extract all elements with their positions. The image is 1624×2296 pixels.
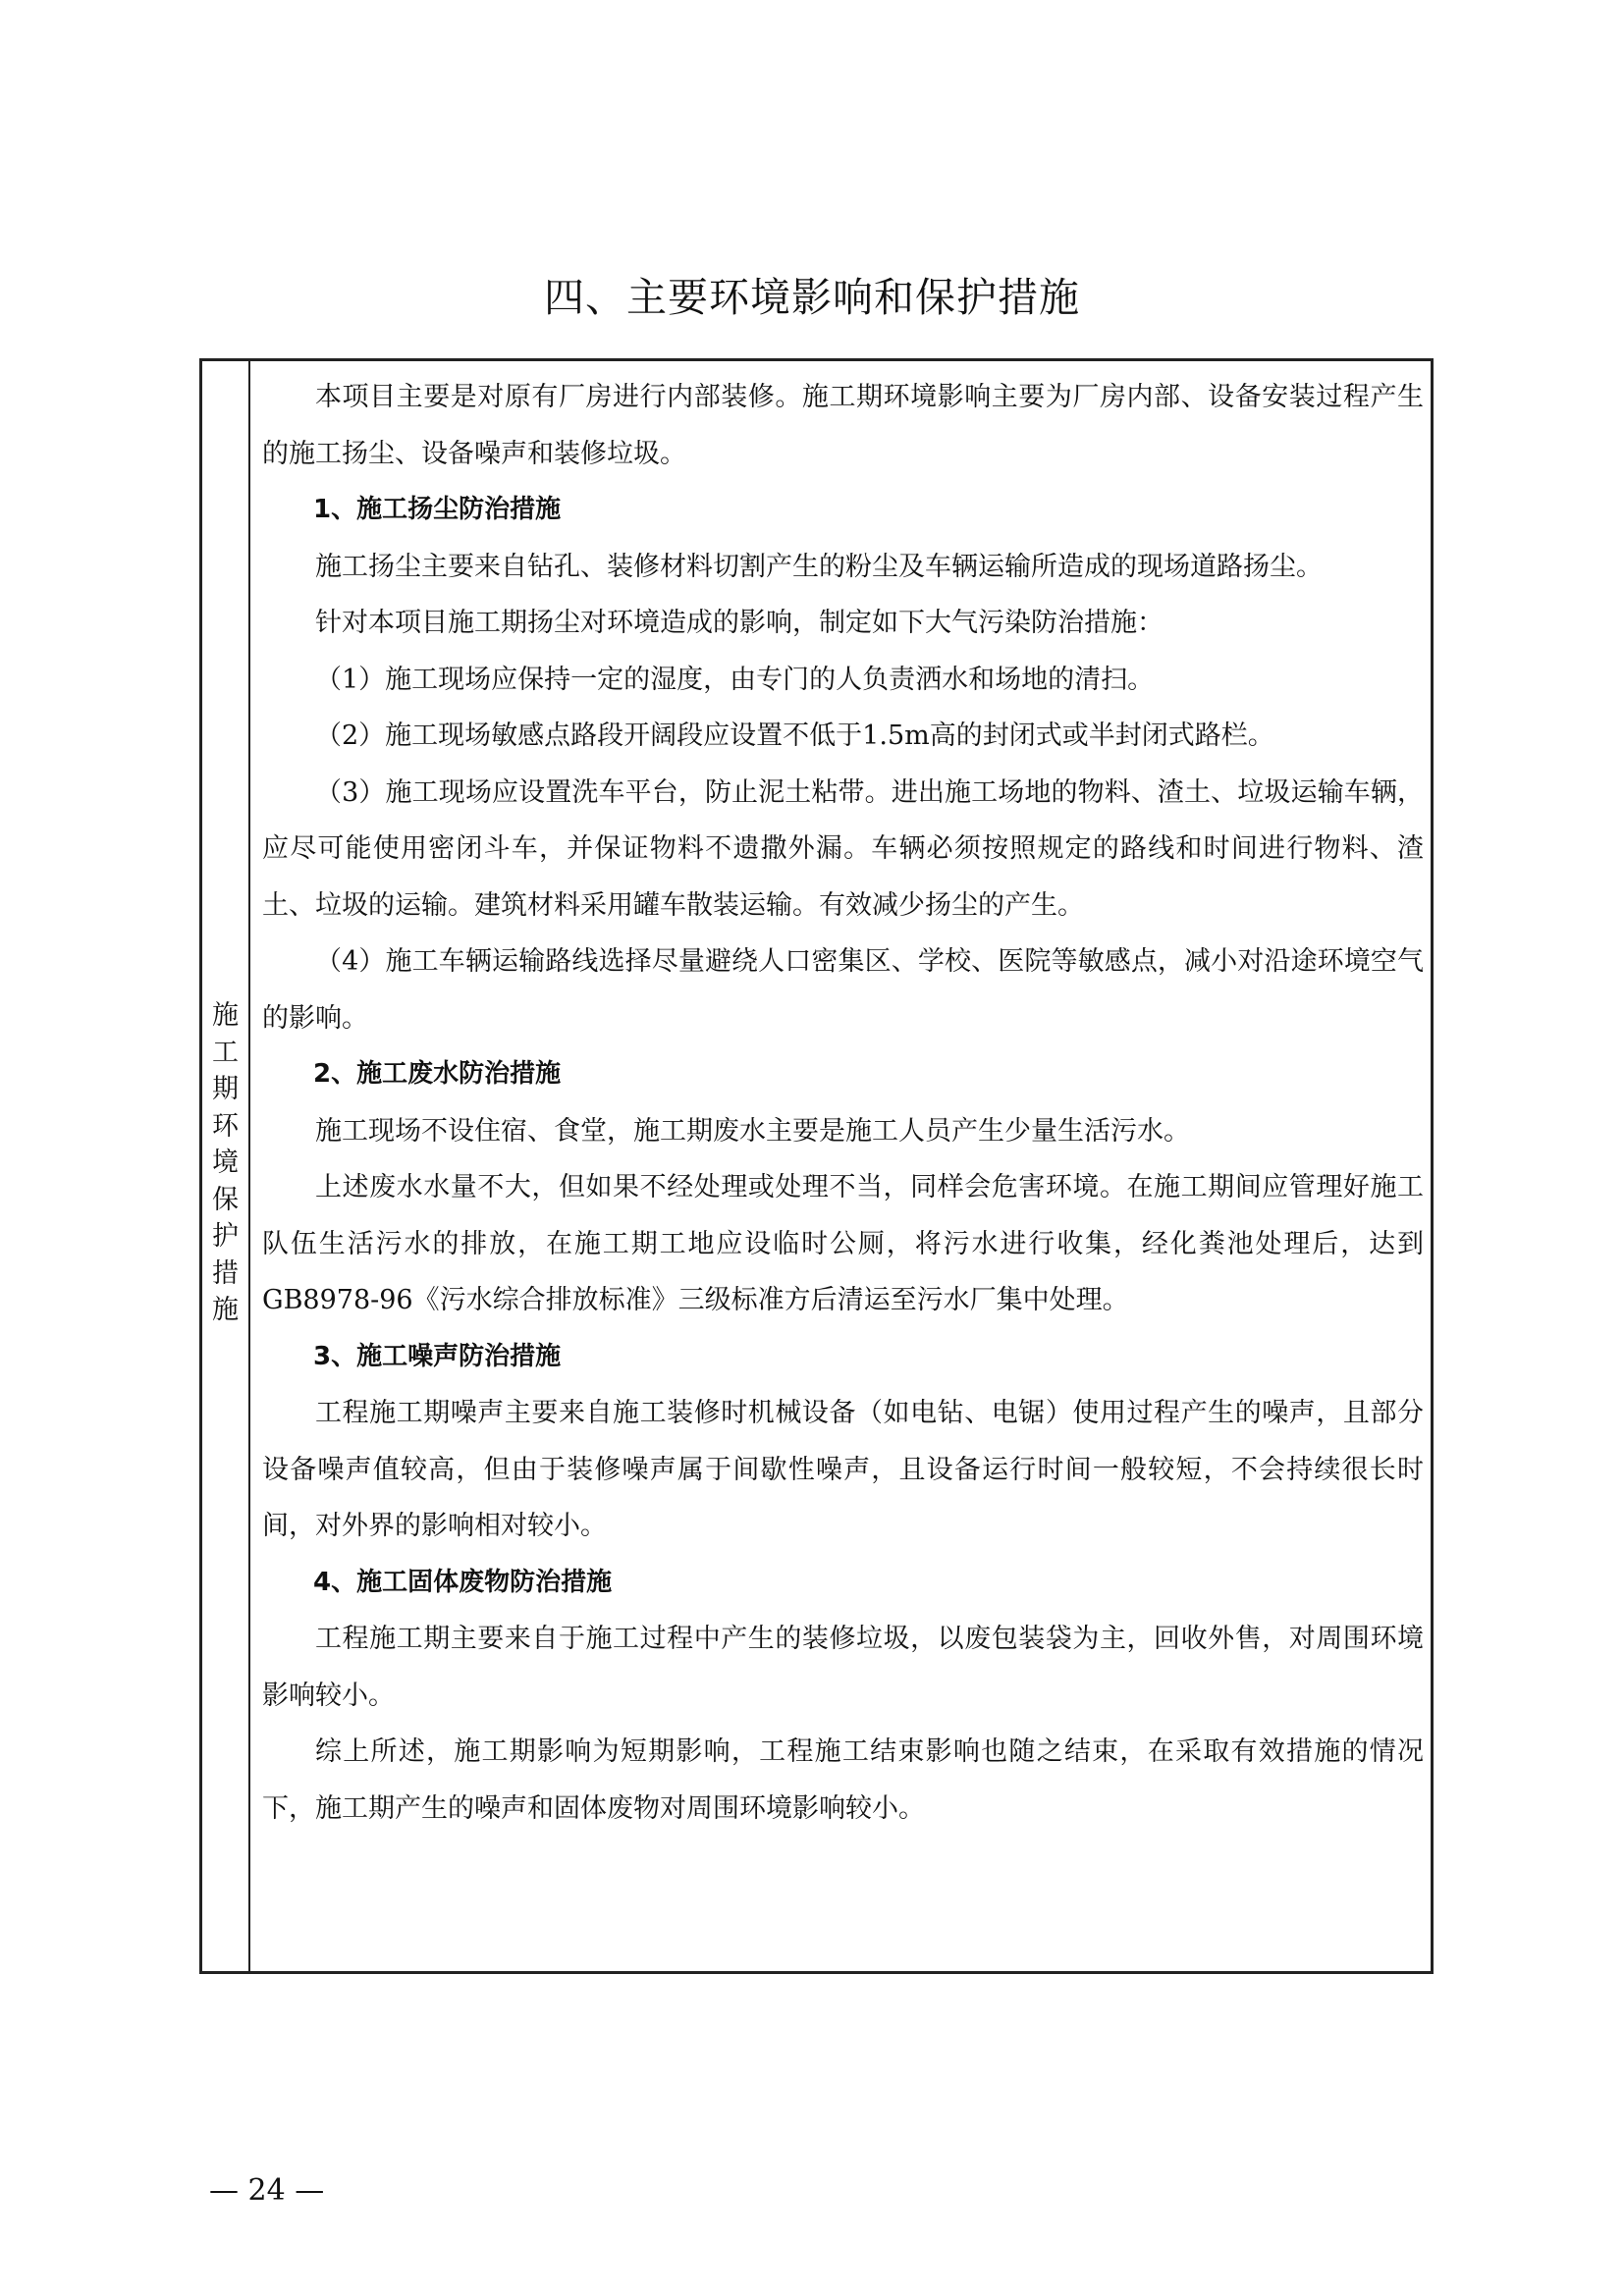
side-label-char: 保 [212, 1184, 239, 1215]
side-label-char: 境 [212, 1148, 239, 1178]
section-heading: 2、施工废水防治措施 [313, 1059, 562, 1089]
paragraph: 工程施工期主要来自于施工过程中产生的装修垃圾，以废包装袋为主，回收外售，对周围环境影响较小。 [262, 1624, 1424, 1711]
side-label-cell [202, 997, 248, 1329]
section-heading: 1、施工扬尘防治措施 [313, 495, 562, 524]
section-heading: 4、施工固体废物防治措施 [313, 1567, 613, 1597]
content-cell [262, 369, 1424, 1837]
paragraph: 工程施工期噪声主要来自施工装修时机械设备（如电钻、电锯）使用过程产生的噪声，且部分设备噪声值较高，但由于装修噪声属于间歇性噪声，且设备运行时间一般较短，不会持续很长时间，对外界的影响相对较小。 [262, 1398, 1424, 1541]
column-divider [248, 361, 250, 1971]
side-label-char: 措 [212, 1257, 239, 1289]
paragraph: （4）施工车辆运输路线选择尽量避绕人口密集区、学校、医院等敏感点，减小对沿途环境空气的影响。 [262, 946, 1424, 1034]
side-label-char: 施 [212, 1000, 239, 1031]
page-number: — 24 — [209, 2173, 325, 2208]
paragraph: 综上所述，施工期影响为短期影响，工程施工结束影响也随之结束，在采取有效措施的情况下，施工期产生的噪声和固体废物对周围环境影响较小。 [262, 1736, 1424, 1824]
paragraph: （1）施工现场应保持一定的湿度，由专门的人负责洒水和场地的清扫。 [315, 664, 1155, 695]
paragraph: （3）施工现场应设置洗车平台，防止泥土粘带。进出施工场地的物料、渣土、垃圾运输车辆，应尽可能使用密闭斗车，并保证物料不遗撒外漏。车辆必须按照规定的路线和时间进行物料、渣土、垃圾的运输。建筑材料采用罐车散装运输。有效减少扬尘的产生。 [262, 776, 1424, 921]
paragraph: 施工现场不设住宿、食堂，施工期废水主要是施工人员产生少量生活污水。 [315, 1115, 1190, 1147]
side-label-char: 环 [212, 1110, 239, 1142]
paragraph: （2）施工现场敏感点路段开阔段应设置不低于1.5m高的封闭式或半封闭式路栏。 [315, 721, 1274, 751]
side-label-char: 期 [212, 1074, 239, 1104]
paragraph: 本项目主要是对原有厂房进行内部装修。施工期环境影响主要为厂房内部、设备安装过程产生的施工扬尘、设备噪声和装修垃圾。 [262, 382, 1424, 469]
side-label-char: 工 [212, 1037, 239, 1068]
paragraph: 施工扬尘主要来自钻孔、装修材料切割产生的粉尘及车辆运输所造成的现场道路扬尘。 [315, 551, 1323, 582]
section-heading: 3、施工噪声防治措施 [313, 1341, 562, 1371]
side-label-char: 施 [212, 1295, 239, 1325]
measures-table [199, 358, 1434, 1974]
side-label-char: 护 [212, 1221, 239, 1252]
page-title: 四、主要环境影响和保护措施 [544, 274, 1080, 321]
paragraph: 上述废水水量不大，但如果不经处理或处理不当，同样会危害环境。在施工期间应管理好施工队伍生活污水的排放，在施工期工地应设临时公厕，将污水进行收集，经化粪池处理后，达到GB8978-96《污水综合排放标准》三级标准方后清运至污水厂集中处理。 [262, 1172, 1424, 1315]
paragraph: 针对本项目施工期扬尘对环境造成的影响，制定如下大气污染防治措施： [315, 608, 1164, 638]
